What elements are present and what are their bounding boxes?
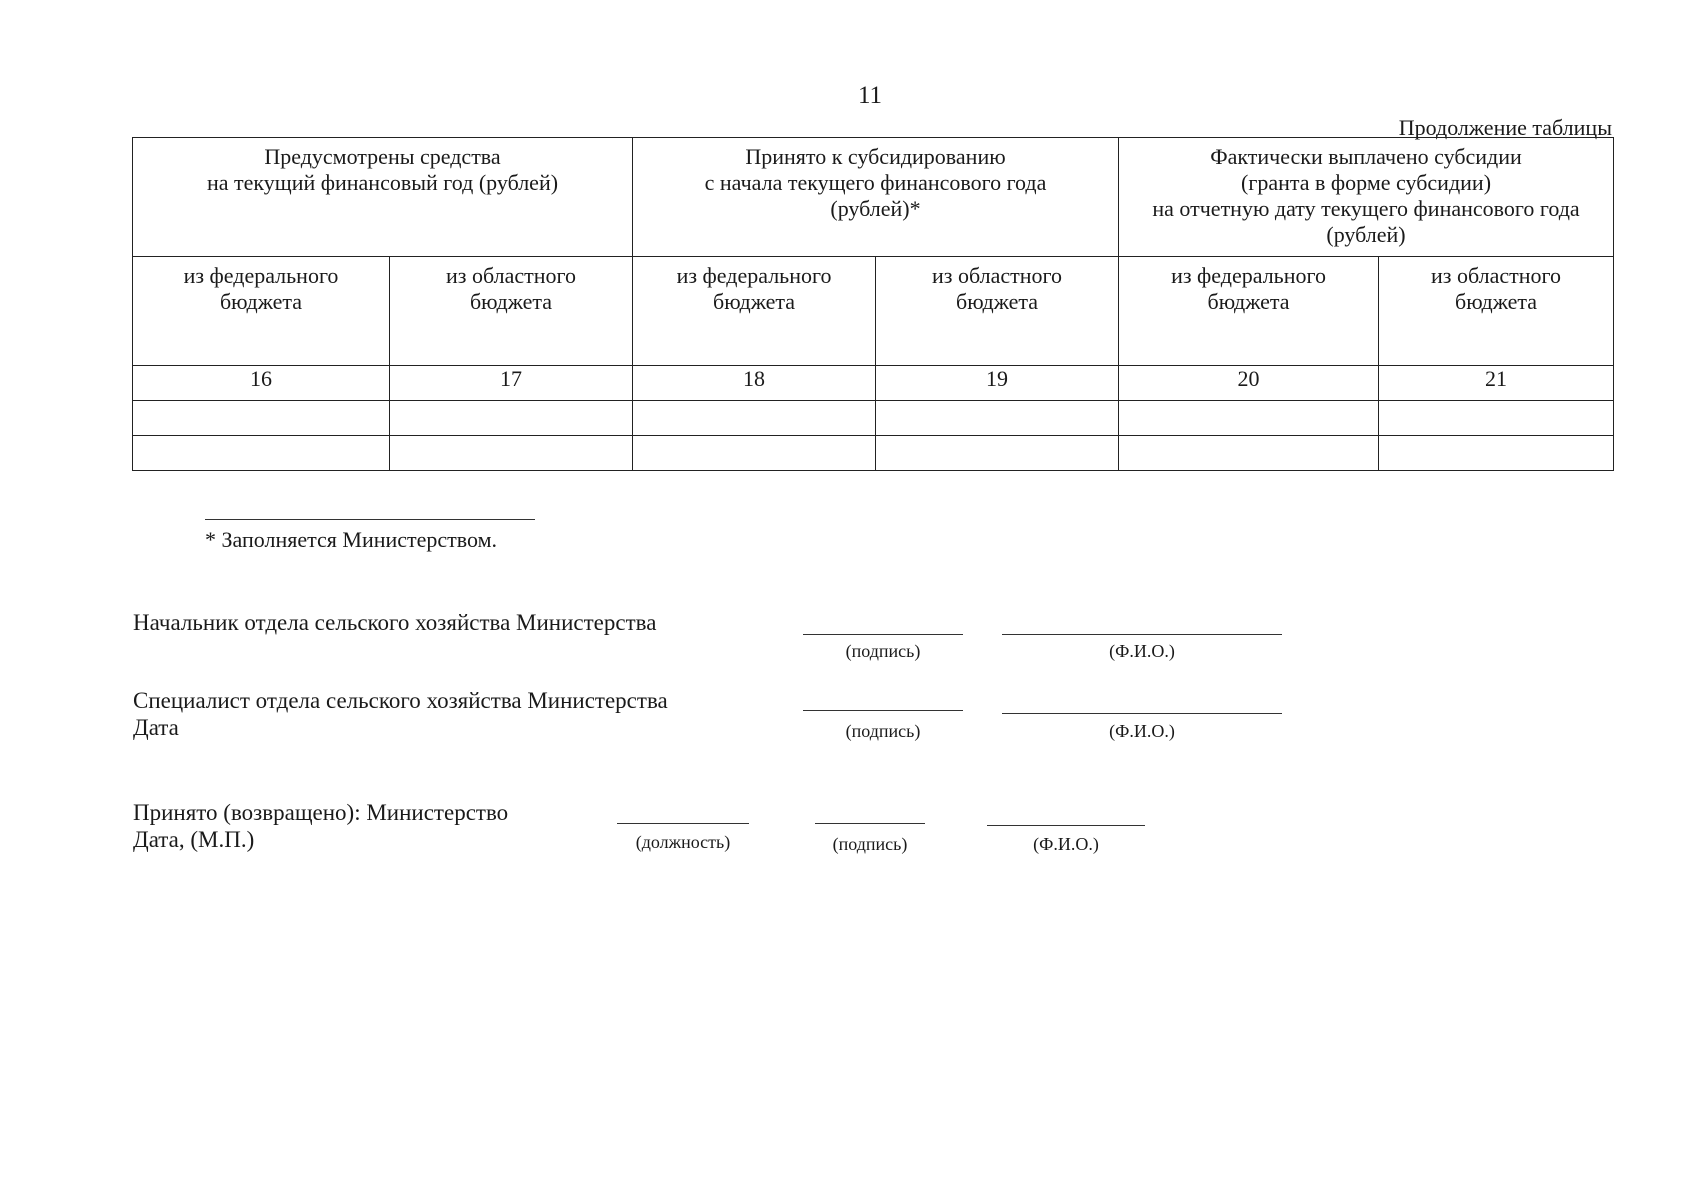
header-line: из федерального xyxy=(183,263,339,288)
column-number: 19 xyxy=(876,366,1119,401)
table-cell xyxy=(633,436,876,471)
signer-line: Начальник отдела сельского хозяйства Министерства xyxy=(133,610,657,635)
header-line: Фактически выплачено субсидии xyxy=(1210,144,1522,169)
table-cell xyxy=(133,436,390,471)
column-number: 20 xyxy=(1119,366,1379,401)
header-line: бюджета xyxy=(713,289,796,314)
signer-line: Специалист отдела сельского хозяйства Министерства xyxy=(133,688,668,713)
group-header-accepted xyxy=(633,138,1119,257)
accepted-signer-label xyxy=(133,799,508,853)
table-row xyxy=(133,436,1614,471)
header-line: из областного xyxy=(446,263,576,288)
table-continuation-label: Продолжение таблицы xyxy=(1398,115,1612,140)
head-signer-label xyxy=(133,609,656,636)
accepted-signature-caption: (подпись) xyxy=(832,834,908,854)
header-line: с начала текущего финансового года xyxy=(704,170,1047,195)
footnote: * Заполняется Министерством. xyxy=(205,527,498,552)
accepted-position-line xyxy=(617,823,749,824)
subcolumn-header xyxy=(876,257,1119,366)
head-signature-line xyxy=(803,634,963,635)
subcolumn-header xyxy=(390,257,633,366)
footnote-rule xyxy=(205,519,535,520)
table-cell xyxy=(876,436,1119,471)
specialist-signature-line xyxy=(803,710,963,711)
header-line: Предусмотрены средства xyxy=(264,144,501,169)
specialist-signature-caption: (подпись) xyxy=(845,721,921,741)
table-cell xyxy=(1119,436,1379,471)
subcolumn-header xyxy=(133,257,390,366)
header-line: бюджета xyxy=(469,289,553,314)
subsidy-table xyxy=(132,137,1614,471)
table-cell xyxy=(1379,436,1614,471)
header-line: на текущий финансовый год (рублей) xyxy=(206,170,559,195)
header-line: из областного xyxy=(932,263,1062,288)
table-row xyxy=(133,401,1614,436)
subcolumn-header-row xyxy=(133,257,1614,366)
header-line: бюджета xyxy=(1207,289,1290,314)
header-line: из федерального xyxy=(676,263,832,288)
accepted-name-line xyxy=(987,825,1145,826)
subcolumn-header xyxy=(1379,257,1614,366)
header-line: бюджета xyxy=(956,289,1039,314)
header-line: бюджета xyxy=(1455,289,1538,314)
signer-line: Принято (возвращено): Министерство xyxy=(133,800,509,825)
table-cell xyxy=(390,401,633,436)
specialist-signer-label xyxy=(133,687,668,741)
header-line: Принято к субсидированию xyxy=(745,144,1006,169)
accepted-name-caption: (Ф.И.О.) xyxy=(1033,834,1099,854)
column-number: 17 xyxy=(390,366,633,401)
header-line: из федерального xyxy=(1171,263,1326,288)
head-name-line xyxy=(1002,634,1282,635)
column-number: 21 xyxy=(1379,366,1614,401)
page-number: 11 xyxy=(857,82,883,109)
specialist-name-caption: (Ф.И.О.) xyxy=(1109,721,1175,741)
header-line: бюджета xyxy=(219,289,303,314)
table-cell xyxy=(876,401,1119,436)
table-cell xyxy=(1379,401,1614,436)
group-header-row xyxy=(133,138,1614,257)
specialist-name-line xyxy=(1002,713,1282,714)
head-name-caption: (Ф.И.О.) xyxy=(1109,641,1175,661)
accepted-signature-line xyxy=(815,823,925,824)
header-line: из областного xyxy=(1431,263,1561,288)
column-number-row xyxy=(133,366,1614,401)
header-line: (рублей)* xyxy=(830,196,921,221)
table-cell xyxy=(133,401,390,436)
group-header-paid xyxy=(1119,138,1614,257)
subcolumn-header xyxy=(1119,257,1379,366)
table-cell xyxy=(633,401,876,436)
head-signature-caption: (подпись) xyxy=(845,641,921,661)
group-header-planned xyxy=(133,138,633,257)
table-cell xyxy=(1119,401,1379,436)
header-line: на отчетную дату текущего финансового года xyxy=(1152,196,1580,221)
table-cell xyxy=(390,436,633,471)
signer-line: Дата xyxy=(133,715,179,740)
accepted-position-caption: (должность) xyxy=(635,832,731,852)
header-line: (гранта в форме субсидии) xyxy=(1241,170,1492,195)
column-number: 16 xyxy=(133,366,390,401)
subcolumn-header xyxy=(633,257,876,366)
signer-line: Дата, (М.П.) xyxy=(133,827,255,852)
header-line: (рублей) xyxy=(1326,222,1406,247)
column-number: 18 xyxy=(633,366,876,401)
